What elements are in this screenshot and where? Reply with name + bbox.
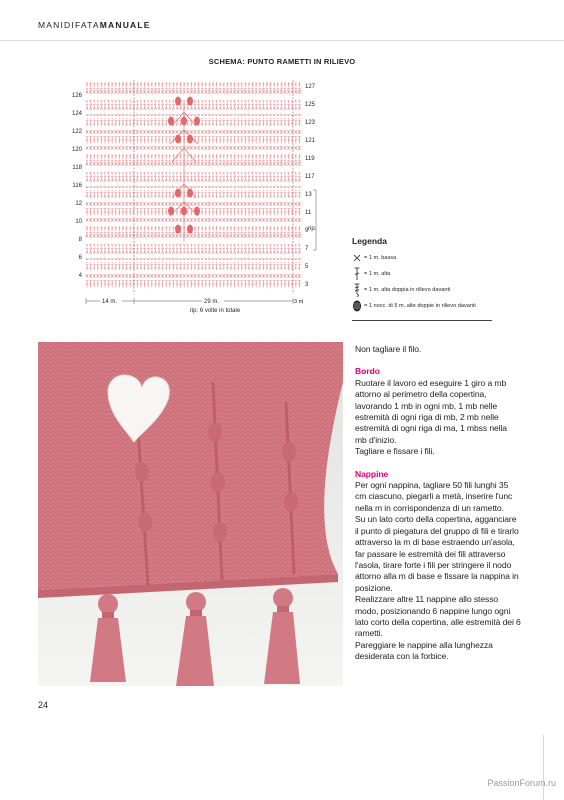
legend-text: = 1 nocc. di 5 m. alte doppie in rilievo davanti <box>364 303 476 309</box>
chart-grid <box>86 82 302 288</box>
chart-row <box>86 190 302 198</box>
brand-name-bold: MANUALE <box>99 20 151 30</box>
nappine-paragraph-1: Per ogni nappina, tagliare 50 fili lunghi 35 cm ciascuno, piegarli a metà, inserire l'unc nella m in corrispondenza di un rametto. <box>355 480 513 513</box>
row-number-left: 118 <box>72 165 82 171</box>
bobble-mark <box>175 135 181 144</box>
legend-item <box>352 266 542 282</box>
bobble-relief <box>211 472 225 492</box>
bobble-mark <box>175 225 181 234</box>
blanket-body <box>38 342 343 590</box>
row-number-right: 117 <box>305 174 315 180</box>
bobble-mark <box>194 207 200 216</box>
chart-row <box>86 216 302 224</box>
bobble-mark <box>187 225 193 234</box>
row-number-right: 125 <box>305 102 316 108</box>
row-number-right: 119 <box>305 156 315 162</box>
row-number-right: 11 <box>305 210 312 216</box>
chart-title: SCHEMA: PUNTO RAMETTI IN RILIEVO <box>208 57 356 66</box>
bordo-end-paragraph: Tagliare e fissare i fili. <box>355 446 435 457</box>
legend-item <box>352 298 542 314</box>
magazine-header <box>38 20 151 30</box>
bobble-icon <box>352 299 362 313</box>
bobble-mark <box>187 189 193 198</box>
chart-row <box>86 118 302 126</box>
row-number-left: 6 <box>78 255 82 261</box>
chart-row <box>86 262 302 270</box>
instructions-text <box>355 344 521 663</box>
chart-row <box>86 162 302 170</box>
treble-stitch-icon <box>352 267 362 281</box>
chart-row <box>86 108 302 116</box>
row-number-right: 123 <box>305 120 316 126</box>
row-number-right: 13 <box>305 192 312 198</box>
header-divider <box>0 40 564 41</box>
width-label-middle: 29 m. <box>204 299 220 305</box>
legend-divider <box>352 320 492 321</box>
row-number-left: 126 <box>71 93 82 99</box>
nappine-paragraph-4: Pareggiare le nappine alla lunghezza desiderata con la forbice. <box>355 639 493 662</box>
bobble-mark <box>168 117 174 126</box>
row-number-left: 122 <box>71 129 82 135</box>
chart-row <box>86 244 302 252</box>
bobble-relief <box>284 492 298 512</box>
chart-row <box>86 270 302 278</box>
double-treble-relief-icon <box>352 283 362 297</box>
row-number-right: 5 <box>305 264 309 270</box>
bobble-mark <box>175 97 181 106</box>
chart-row <box>86 280 302 288</box>
chart-row <box>86 82 302 90</box>
width-label-left: 14 m. <box>102 299 118 305</box>
repeat-bracket <box>308 190 317 250</box>
chart-row <box>86 100 302 108</box>
repeat-note: rip. 6 volte in totale <box>189 308 241 314</box>
page-number: 24 <box>38 700 49 710</box>
intro-paragraph: Non tagliare il filo. <box>355 344 422 354</box>
brand-name-light: MANIDIFATA <box>38 20 100 30</box>
nappine-paragraph-3: Realizzare altre 11 nappine allo stesso modo, posizionando 6 nappine lungo ogni lato corto della copertina, alle estremità dei 6 rametti. <box>355 594 521 639</box>
legend-text: = 1 m. alta <box>364 271 391 277</box>
legend-item <box>352 282 542 298</box>
bobble-mark <box>181 117 187 126</box>
row-number-left: 124 <box>71 111 82 117</box>
row-number-left: 8 <box>78 237 82 243</box>
row-number-left: 12 <box>75 201 82 207</box>
bobble-relief <box>208 422 222 442</box>
row-number-right: 121 <box>305 138 316 144</box>
row-number-right: 9 <box>305 228 309 234</box>
bobble-relief <box>282 442 296 462</box>
watermark: PassionForum.ru <box>487 778 556 788</box>
legend-item <box>352 250 542 266</box>
row-number-right: 7 <box>305 246 309 252</box>
chart-row <box>86 172 302 180</box>
legend-text: = 1 m. bassa <box>364 255 397 261</box>
chart-row <box>86 198 302 206</box>
repeat-label: rip. <box>308 226 317 232</box>
width-label-right: 3 m <box>294 299 304 305</box>
chart-row <box>86 252 302 260</box>
chart-row <box>86 226 302 234</box>
legend <box>352 236 542 314</box>
section-title-bordo: Bordo <box>355 366 380 377</box>
x-mark-icon <box>352 251 362 265</box>
bobble-mark <box>187 135 193 144</box>
row-number-left: 120 <box>71 147 82 153</box>
chart-row <box>86 180 302 188</box>
nappine-paragraph-2: Su un lato corto della copertina, agganciare il punto di piegatura del gruppo di fili e tirarlo attraverso la m di base estraendo un'asola, far passare le estremità dei fili attraverso l'asola, tirare forte i fili per stringere il nodo attorno alla m di base e fissare la nappina in posizione. <box>355 514 519 593</box>
bobble-relief <box>138 512 152 532</box>
chart-row <box>86 126 302 134</box>
section-title-nappine: Nappine <box>355 468 389 479</box>
crochet-chart <box>60 72 330 322</box>
bobble-mark <box>187 97 193 106</box>
margin-line <box>543 735 544 800</box>
bordo-paragraph: Ruotare il lavoro ed eseguire 1 giro a mb attorno al perimetro della copertina, lavorando 1 mb in ogni mb, 1 mb nelle estremità di ogni riga di mb, 2 mb nelle estremità di ogni riga di ma, 1 mbss nella mb d'inizio. <box>355 377 507 445</box>
bobble-relief <box>213 522 227 542</box>
legend-title: Legenda <box>352 236 387 246</box>
row-number-left: 4 <box>78 273 82 279</box>
bobble-mark <box>175 189 181 198</box>
blanket-photo <box>38 342 343 686</box>
legend-text: = 1 m. alta doppia in rilievo davanti <box>364 287 451 293</box>
bobble-mark <box>181 207 187 216</box>
bobble-mark <box>168 207 174 216</box>
row-number-right: 127 <box>305 84 316 90</box>
bobble-mark <box>194 117 200 126</box>
chart-row <box>86 234 302 242</box>
chart-row <box>86 144 302 152</box>
chart-row <box>86 154 302 162</box>
bobble-relief <box>135 462 149 482</box>
row-number-left: 10 <box>75 219 82 225</box>
chart-row <box>86 90 302 98</box>
row-number-left: 116 <box>72 183 82 189</box>
row-number-right: 3 <box>305 282 309 288</box>
